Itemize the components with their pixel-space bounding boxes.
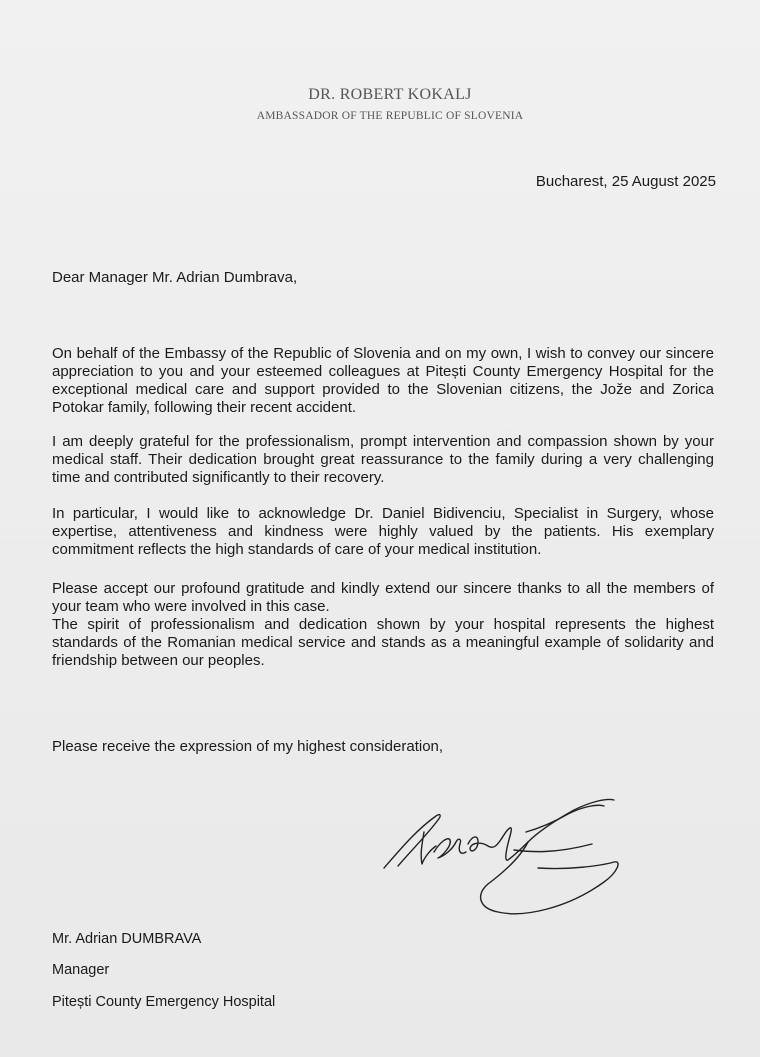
recipient-role: Manager (52, 962, 110, 978)
date-line: Bucharest, 25 August 2025 (535, 173, 716, 190)
recipient-name: Mr. Adrian DUMBRAVA (52, 931, 202, 947)
letterhead (0, 86, 760, 122)
body-paragraph-2: I am deeply grateful for the professionalism, prompt intervention and compassion shown by your medical staff. Their dedication brought great reassurance to the family during a very challenging time and contributed significantly to their recovery. (52, 433, 714, 486)
closing-line: Please receive the expression of my highest consideration, (52, 738, 444, 755)
body-paragraph-1: On behalf of the Embassy of the Republic of Slovenia and on my own, I wish to convey our sincere appreciation to you and your esteemed colleagues at Pitești County Emergency Hospital for the exceptional medical care and support provided to the Slovenian citizens, the Jože and Zorica Potokar family, following their recent accident. (52, 345, 714, 416)
salutation: Dear Manager Mr. Adrian Dumbrava, (52, 269, 298, 286)
body-paragraph-5: The spirit of professionalism and dedication shown by your hospital represents the highest standards of the Romanian medical service and stands as a meaningful example of solidarity and friendship between our peoples. (52, 616, 714, 669)
body-paragraph-4: Please accept our profound gratitude and kindly extend our sincere thanks to all the members of your team who were involved in this case. (52, 580, 714, 615)
recipient-organization: Pitești County Emergency Hospital (52, 994, 276, 1010)
body-paragraph-3: In particular, I would like to acknowledge Dr. Daniel Bidivenciu, Specialist in Surgery, whose expertise, attentiveness and kindness were highly valued by the patients. His exemplary commitment reflects the high standards of care of your medical institution. (52, 505, 714, 558)
sender-name: DR. ROBERT KOKALJ (308, 86, 472, 103)
handwritten-signature (378, 792, 630, 922)
sender-title: AMBASSADOR OF THE REPUBLIC OF SLOVENIA (256, 110, 524, 122)
